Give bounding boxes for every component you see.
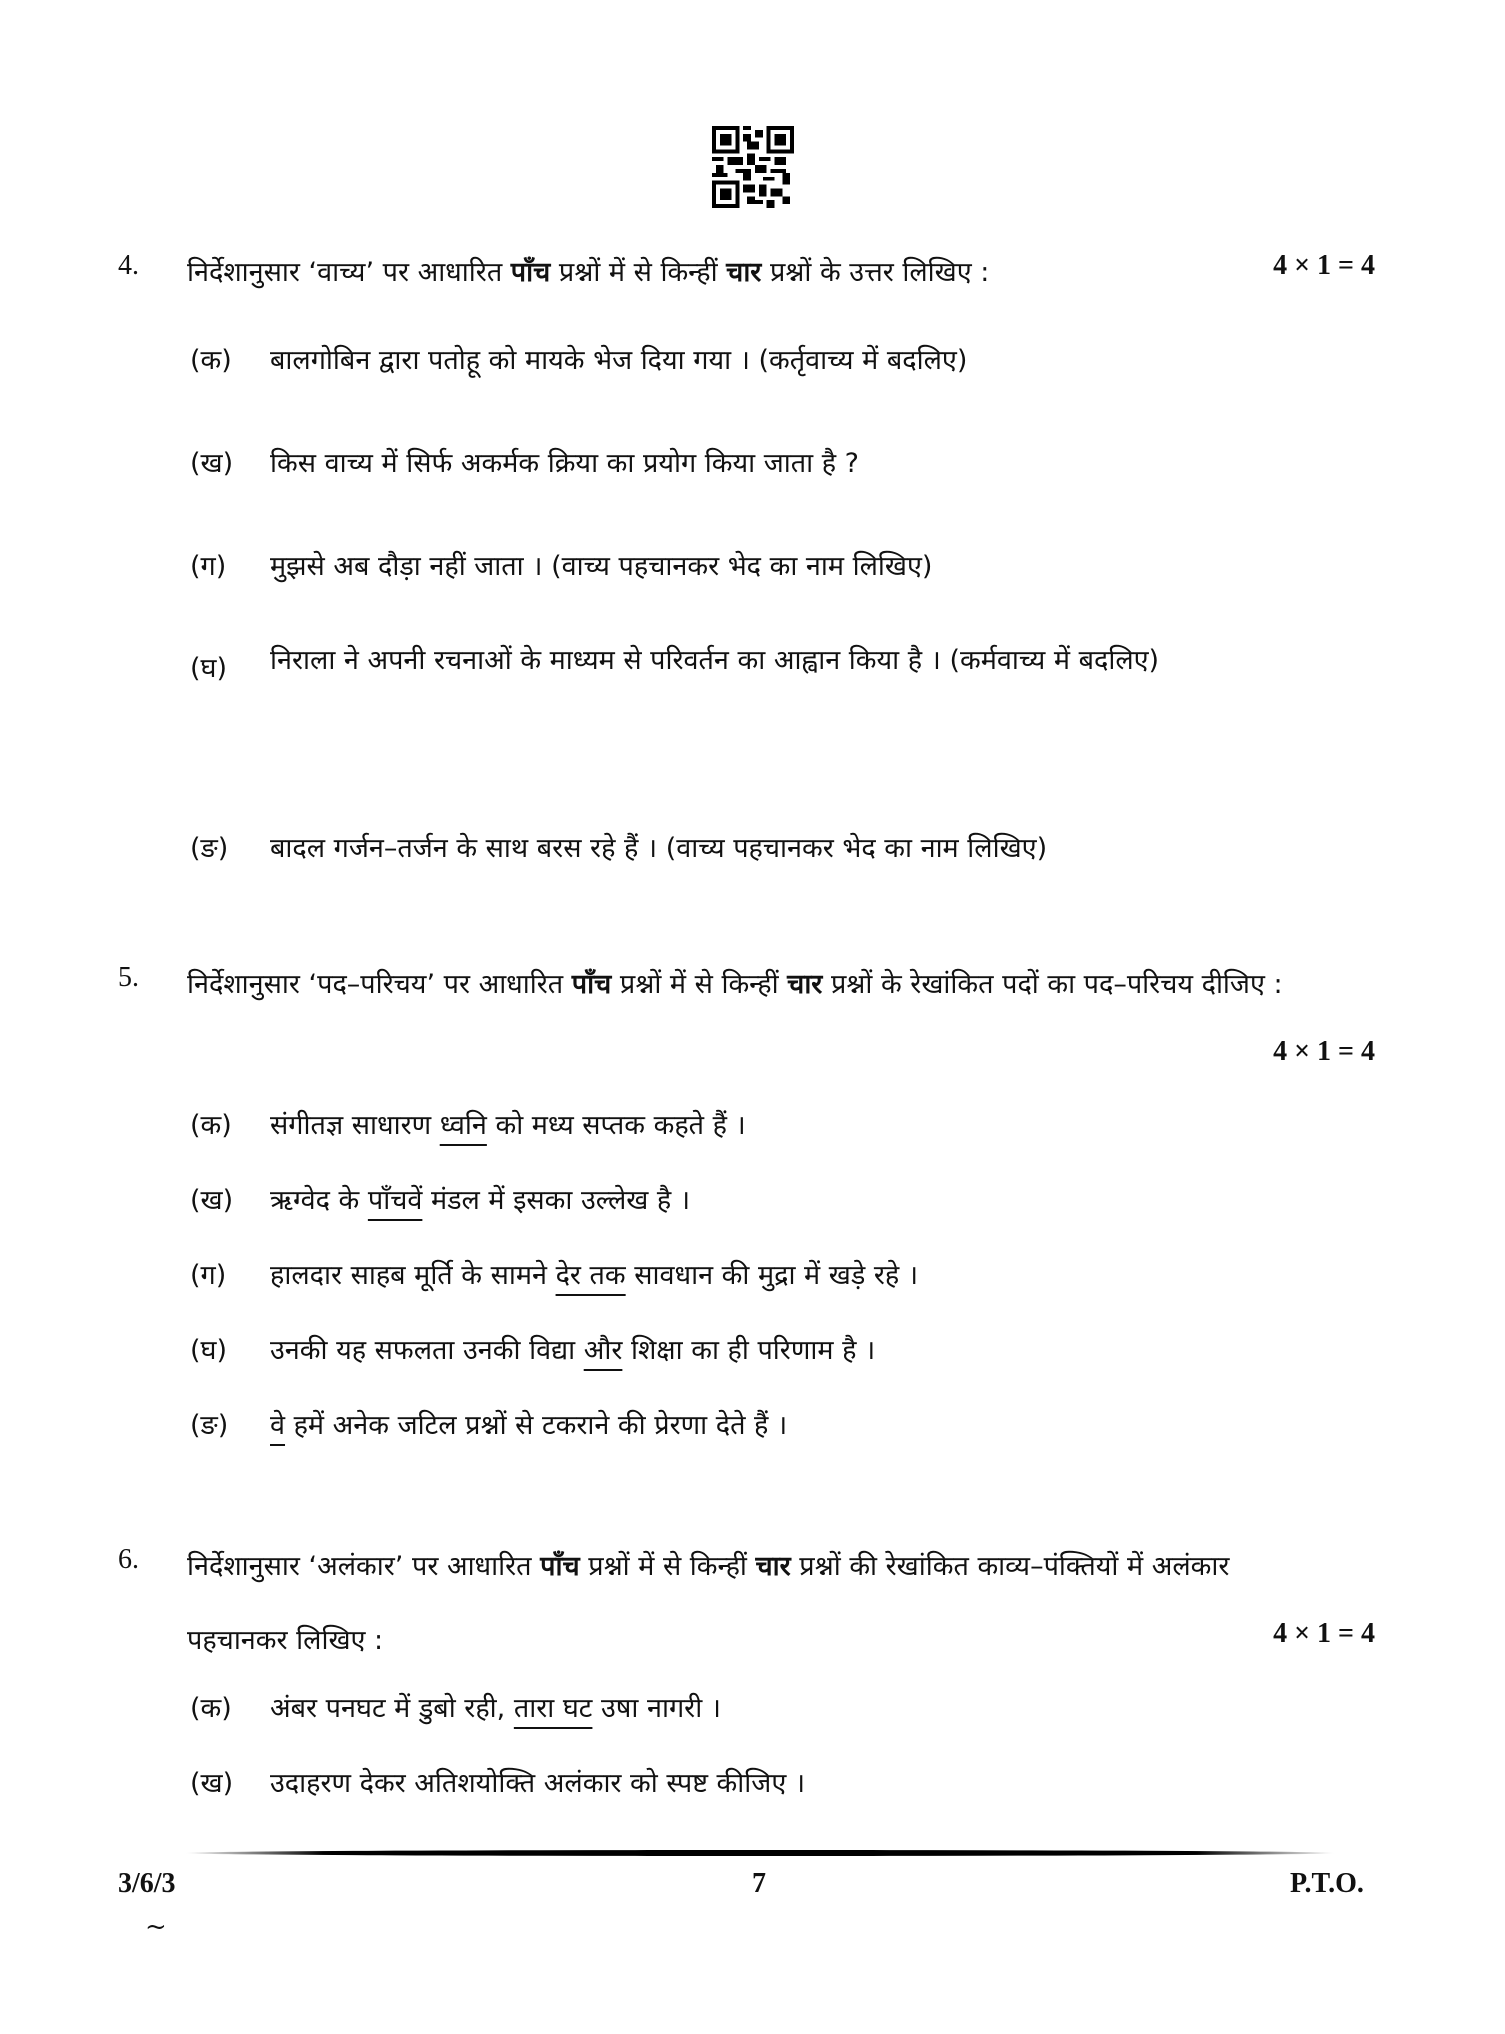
qr-code-icon bbox=[712, 126, 794, 208]
item-label: (ङ) bbox=[190, 1410, 229, 1441]
question-number: 5. bbox=[118, 962, 139, 993]
item-text: बादल गर्जन–तर्जन के साथ बरस रहे हैं । (वाच्य पहचानकर भेद का नाम लिखिए) bbox=[270, 833, 1048, 864]
question-number: 4. bbox=[118, 250, 139, 281]
underlined-word: देर तक bbox=[555, 1260, 626, 1291]
item-text: मुझसे अब दौड़ा नहीं जाता । (वाच्य पहचानकर भेद का नाम लिखिए) bbox=[270, 551, 933, 582]
item-text: वे हमें अनेक जटिल प्रश्नों से टकराने की प्रेरणा देते हैं । bbox=[270, 1410, 788, 1441]
item-text: उदाहरण देकर अतिशयोक्ति अलंकार को स्पष्ट कीजिए । bbox=[270, 1768, 806, 1799]
page-number: 7 bbox=[752, 1868, 766, 1899]
marks: 4 × 1 = 4 bbox=[1273, 250, 1375, 281]
item-label: (क) bbox=[190, 1693, 232, 1724]
underlined-word: पाँचवें bbox=[367, 1185, 423, 1216]
item-label: (घ) bbox=[190, 1335, 228, 1366]
item-label: (ग) bbox=[190, 1260, 227, 1291]
item-text: निराला ने अपनी रचनाओं के माध्यम से परिवर्तन का आह्वान किया है । (कर्मवाच्य में बदलिए) bbox=[270, 645, 1160, 676]
item-text: बालगोबिन द्वारा पतोहू को मायके भेज दिया गया । (कर्तृवाच्य में बदलिए) bbox=[270, 345, 968, 376]
item-label: (क) bbox=[190, 1110, 232, 1141]
item-text: हालदार साहब मूर्ति के सामने देर तक सावधान की मुद्रा में खड़े रहे । bbox=[270, 1260, 919, 1291]
item-label: (ख) bbox=[190, 1185, 234, 1216]
item-text: संगीतज्ञ साधारण ध्वनि को मध्य सप्तक कहते हैं । bbox=[270, 1110, 746, 1141]
marks: 4 × 1 = 4 bbox=[1273, 1036, 1375, 1067]
footer-divider bbox=[185, 1850, 1335, 1856]
item-label: (क) bbox=[190, 345, 232, 376]
underlined-phrase: तारा घट bbox=[513, 1693, 593, 1724]
item-text: उनकी यह सफलता उनकी विद्या और शिक्षा का ही परिणाम है । bbox=[270, 1335, 876, 1366]
question-instruction: निर्देशानुसार ‘पद–परिचय’ पर आधारित पाँच प्रश्नों में से किन्हीं चार प्रश्नों के रेखांकित पदों का पद–परिचय दीजिए : bbox=[187, 969, 1283, 1000]
item-label: (ङ) bbox=[190, 833, 229, 864]
tilde-mark: ~ bbox=[145, 1912, 167, 1942]
question-instruction: निर्देशानुसार ‘अलंकार’ पर आधारित पाँच प्रश्नों में से किन्हीं चार प्रश्नों की रेखांकित काव्य–पंक्तियों में अलंकार पहचानकर लिखिए : bbox=[187, 1551, 1230, 1656]
pto-label: P.T.O. bbox=[1290, 1868, 1364, 1899]
question-number: 6. bbox=[118, 1544, 139, 1575]
question-instruction: निर्देशानुसार ‘वाच्य’ पर आधारित पाँच प्रश्नों में से किन्हीं चार प्रश्नों के उत्तर लिखिए : bbox=[187, 257, 990, 288]
item-text: ऋग्वेद के पाँचवें मंडल में इसका उल्लेख है । bbox=[270, 1185, 691, 1216]
marks: 4 × 1 = 4 bbox=[1273, 1618, 1375, 1649]
underlined-word: और bbox=[583, 1335, 623, 1366]
item-label: (ग) bbox=[190, 551, 227, 582]
paper-code: 3/6/3 bbox=[118, 1868, 176, 1899]
item-label: (ख) bbox=[190, 1768, 234, 1799]
underlined-word: वे bbox=[270, 1410, 286, 1441]
item-text: अंबर पनघट में डुबो रही, तारा घट उषा नागरी । bbox=[270, 1693, 722, 1724]
underlined-word: ध्वनि bbox=[439, 1110, 487, 1141]
item-text: किस वाच्य में सिर्फ अकर्मक क्रिया का प्रयोग किया जाता है ? bbox=[270, 448, 859, 479]
item-label: (ख) bbox=[190, 448, 234, 479]
item-label: (घ) bbox=[190, 653, 228, 684]
